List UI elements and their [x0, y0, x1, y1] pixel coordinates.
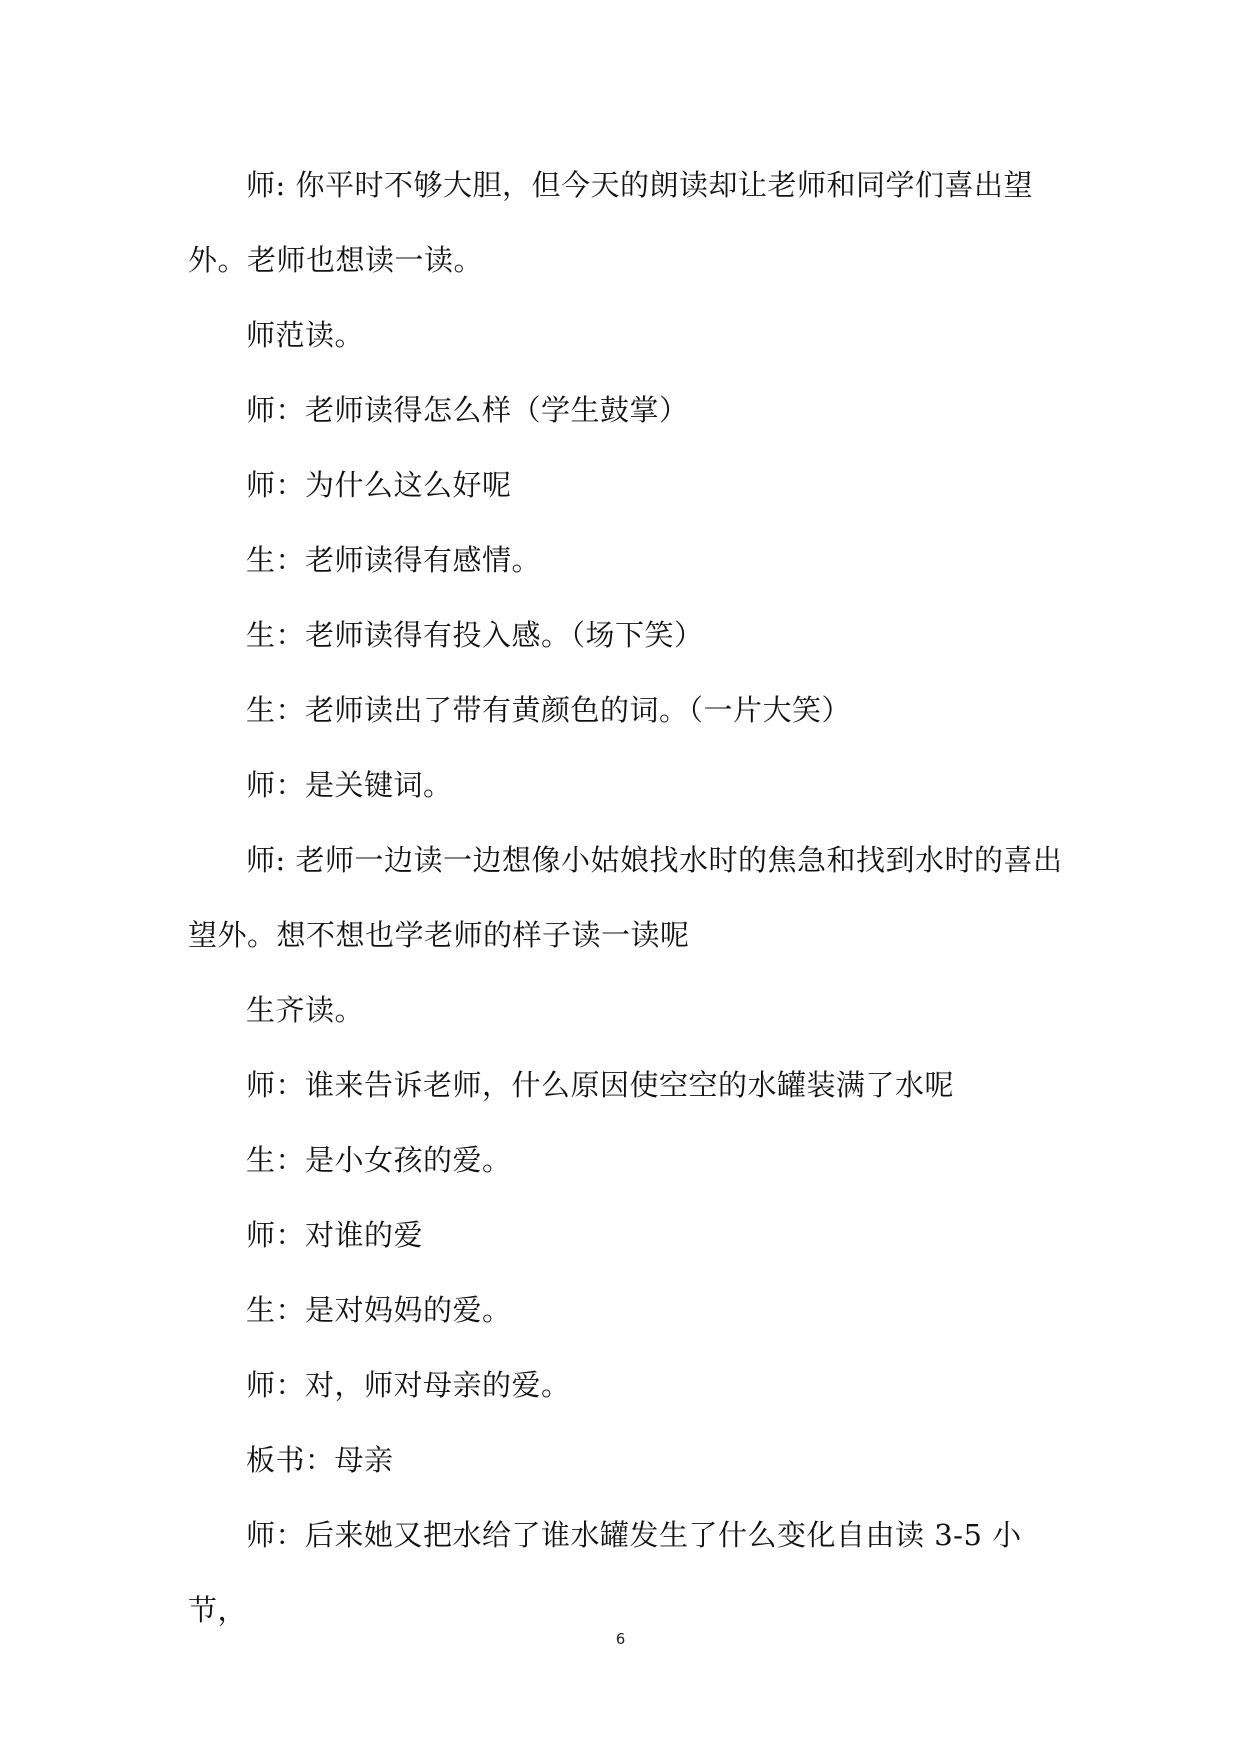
paragraph: 师：为什么这么好呢: [246, 468, 512, 502]
paragraph: 板书：母亲: [246, 1443, 394, 1477]
paragraph: 师：老师读得怎么样（学生鼓掌）: [246, 393, 689, 427]
paragraph: 生：老师读得有感情。: [246, 543, 542, 577]
paragraph: 师范读。: [246, 318, 365, 352]
paragraph: 生齐读。: [246, 993, 365, 1027]
paragraph: 生：是小女孩的爱。: [246, 1143, 512, 1177]
paragraph: 师：是关键词。: [246, 768, 453, 802]
document-body: [188, 148, 1078, 1648]
paragraph: 生：老师读得有投入感。（场下笑）: [246, 618, 704, 652]
paragraph: 生：老师读出了带有黄颜色的词。（一片大笑）: [246, 693, 852, 727]
paragraph: 师: 老师一边读一边想像小姑娘找水时的焦急和找到水时的喜出望外。想不想也学老师的样子读一读呢: [188, 843, 1063, 952]
paragraph: 师：谁来告诉老师，什么原因使空空的水罐装满了水呢: [246, 1068, 955, 1102]
page-number: 6: [615, 1630, 626, 1648]
paragraph: 师：对谁的爱: [246, 1218, 424, 1252]
paragraph: 师：对，师对母亲的爱。: [246, 1368, 571, 1402]
paragraph: 师: 你平时不够大胆，但今天的朗读却让老师和同学们喜出望外。老师也想读一读。: [188, 168, 1033, 277]
paragraph: 生：是对妈妈的爱。: [246, 1293, 512, 1327]
paragraph: 师：后来她又把水给了谁水罐发生了什么变化自由读 3-5 小节，: [188, 1518, 1022, 1627]
